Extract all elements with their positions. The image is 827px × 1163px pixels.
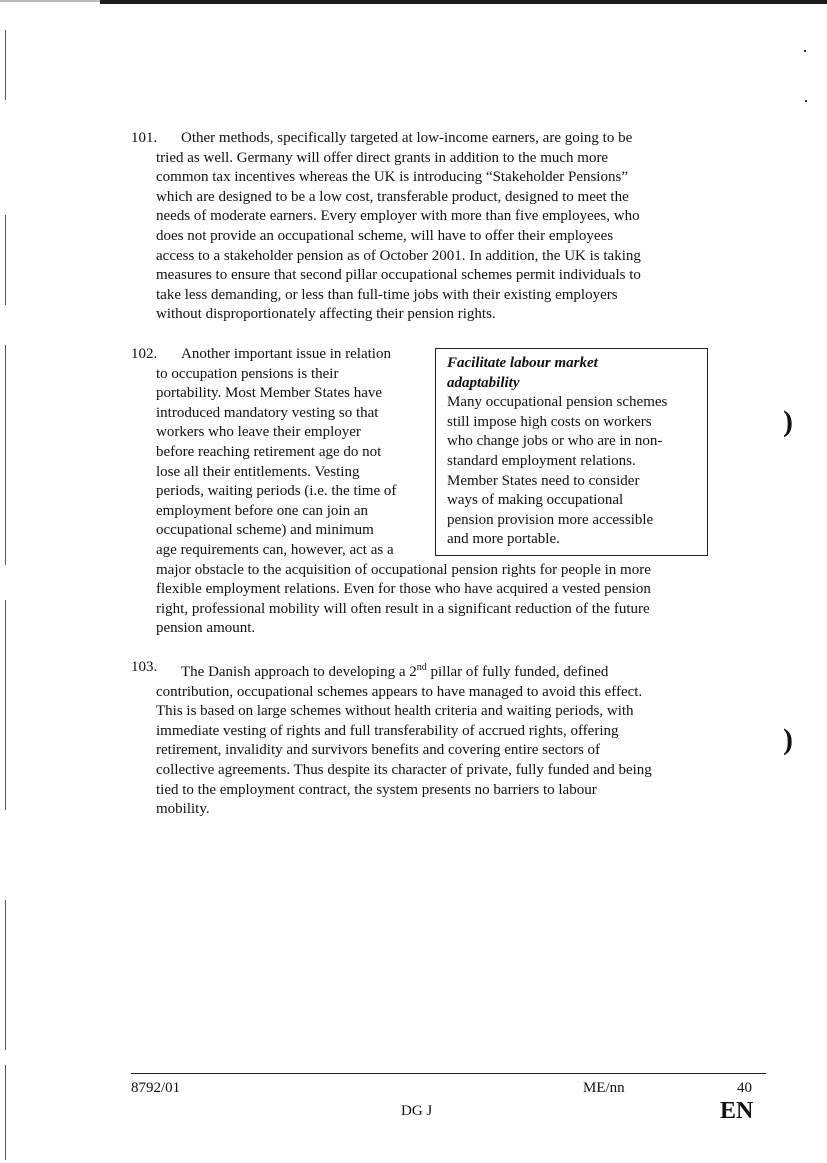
box-text-line: standard employment relations. xyxy=(447,452,636,469)
text-line: right, professional mobility will often result in a significant reduction of the future xyxy=(156,600,650,617)
text-fragment: The Danish approach to developing a 2 xyxy=(181,664,417,680)
page-top-rule xyxy=(100,0,827,4)
text-line: flexible employment relations. Even for those who have acquired a vested pension xyxy=(156,581,651,598)
box-text-line: Many occupational pension schemes xyxy=(447,394,668,411)
box-title-line: Facilitate labour market xyxy=(447,355,598,371)
ordinal-superscript: nd xyxy=(416,662,427,673)
text-line: collective agreements. Thus despite its character of private, fully funded and being xyxy=(156,761,652,778)
directorate: DG J xyxy=(401,1103,433,1119)
scan-speck xyxy=(804,50,806,52)
text-line: retirement, invalidity and survivors benefits and covering entire sectors of xyxy=(156,742,601,759)
scan-margin-line xyxy=(5,900,6,1050)
text-line: tried as well. Germany will offer direct grants in addition to the much more xyxy=(156,149,609,166)
text-line xyxy=(131,658,652,683)
text-line: contribution, occupational schemes appears to have managed to avoid this effect. xyxy=(156,683,643,700)
box-text-line: and more portable. xyxy=(447,531,560,548)
footer-rule xyxy=(131,1073,766,1074)
scan-margin-line xyxy=(5,1065,6,1160)
text-line: tied to the employment contract, the system presents no barriers to labour xyxy=(156,781,597,798)
text-line: introduced mandatory vesting so that xyxy=(156,404,379,421)
text-line: immediate vesting of rights and full transferability of accrued rights, offering xyxy=(156,722,619,739)
text-line: measures to ensure that second pillar occupational schemes permit individuals to xyxy=(156,267,641,284)
box-title-line: adaptability xyxy=(447,374,520,391)
text-line: mobility. xyxy=(156,801,210,818)
text-line: major obstacle to the acquisition of occupational pension rights for people in more xyxy=(156,561,651,578)
paragraph-101 xyxy=(131,129,641,325)
author-code: ME/nn xyxy=(583,1080,625,1096)
scan-margin-line xyxy=(5,215,6,305)
box-text-line: Member States need to consider xyxy=(447,472,640,489)
text-line: access to a stakeholder pension as of October 2001. In addition, the UK is taking xyxy=(156,247,641,264)
text-line: before reaching retirement age do not xyxy=(156,443,382,460)
margin-bracket-mark: ) xyxy=(783,405,793,438)
box-text-line: still impose high costs on workers xyxy=(447,413,652,430)
text-line: does not provide an occupational scheme, will have to offer their employees xyxy=(156,227,614,244)
text-line: without disproportionately affecting their pension rights. xyxy=(156,306,496,323)
text-fragment: pillar of fully funded, defined xyxy=(426,664,609,680)
text-line: Other methods, specifically targeted at low-income earners, are going to be xyxy=(181,130,633,146)
text-line: periods, waiting periods (i.e. the time of xyxy=(156,483,397,500)
text-line: portability. Most Member States have xyxy=(156,385,383,402)
scan-speck xyxy=(805,100,807,102)
page-number: 40 xyxy=(737,1080,752,1096)
box-text-line: ways of making occupational xyxy=(447,492,624,509)
language-code: EN xyxy=(720,1098,754,1124)
paragraph-number: 102. xyxy=(131,346,158,362)
scan-margin-line xyxy=(5,345,6,565)
paragraph-number: 103. xyxy=(131,659,158,675)
text-line: employment before one can join an xyxy=(156,502,369,519)
text-line: common tax incentives whereas the UK is introducing “Stakeholder Pensions” xyxy=(156,169,628,186)
text-line: occupational scheme) and minimum xyxy=(156,522,374,539)
paragraph-103 xyxy=(131,658,652,820)
text-line: to occupation pensions is their xyxy=(156,365,339,382)
scan-margin-line xyxy=(5,30,6,100)
scan-edge xyxy=(0,0,100,2)
text-line: pension amount. xyxy=(156,620,256,637)
text-line: which are designed to be a low cost, transferable product, designed to meet the xyxy=(156,188,629,205)
document-number: 8792/01 xyxy=(131,1080,181,1096)
text-line: take less demanding, or less than full-time jobs with their existing employers xyxy=(156,286,618,303)
paragraph-number: 101. xyxy=(131,130,158,146)
recommendation-box xyxy=(435,348,708,556)
scan-margin-line xyxy=(5,600,6,810)
text-line: age requirements can, however, act as a xyxy=(156,541,394,558)
text-line: lose all their entitlements. Vesting xyxy=(156,463,360,480)
box-text-line: who change jobs or who are in non- xyxy=(447,433,663,450)
box-text-line: pension provision more accessible xyxy=(447,511,654,528)
text-line: needs of moderate earners. Every employer with more than five employees, who xyxy=(156,208,640,225)
text-line: This is based on large schemes without health criteria and waiting periods, with xyxy=(156,703,634,720)
text-line: workers who leave their employer xyxy=(156,424,361,441)
text-line: Another important issue in relation xyxy=(181,346,391,362)
margin-bracket-mark: ) xyxy=(783,723,793,756)
